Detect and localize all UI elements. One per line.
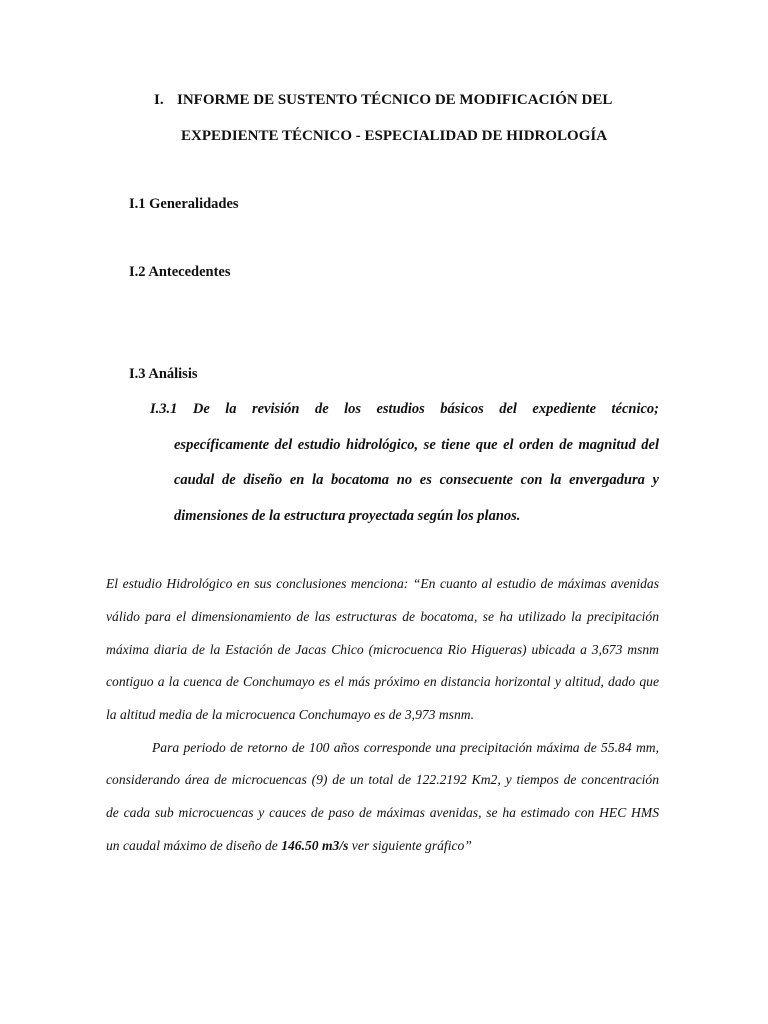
section-generalidades: I.1 Generalidades <box>129 196 239 212</box>
title-line-2: EXPEDIENTE TÉCNICO - ESPECIALIDAD DE HIDROLOGÍA <box>181 128 608 144</box>
paragraph1-line-1: El estudio Hidrológico en sus conclusiones menciona: “En cuanto al estudio de máximas avenidas <box>106 576 659 591</box>
title-line-1: INFORME DE SUSTENTO TÉCNICO DE MODIFICACIÓN DEL <box>177 92 613 108</box>
subsection-line-4: dimensiones de la estructura proyectada según los planos. <box>174 508 521 524</box>
paragraph2-line-1: Para periodo de retorno de 100 años corresponde una precipitación máxima de 55.84 mm, <box>152 740 659 755</box>
paragraph1-line-3: máxima diaria de la Estación de Jacas Chico (microcuenca Rio Higueras) ubicada a 3,673 msnm <box>106 642 659 657</box>
subsection-line-2: específicamente del estudio hidrológico, se tiene que el orden de magnitud del <box>174 437 659 453</box>
section-antecedentes: I.2 Antecedentes <box>129 264 231 280</box>
paragraph2-line-3: de cada sub microcuencas y cauces de paso de máximas avenidas, se ha estimado con HEC HMS <box>106 805 659 820</box>
paragraph1-line-2: válido para el dimensionamiento de las estructuras de bocatoma, se ha utilizado la precipitación <box>106 609 659 624</box>
section-analisis: I.3 Análisis <box>129 366 198 382</box>
paragraph1-line-4: contiguo a la cuenca de Conchumayo es el más próximo en distancia horizontal y altitud, dado que <box>106 674 659 689</box>
paragraph2-last-suffix: ver siguiente gráfico” <box>348 838 472 853</box>
paragraph2-line-4 <box>106 838 472 854</box>
subsection-line-1: I.3.1 De la revisión de los estudios básicos del expediente técnico; <box>150 401 659 417</box>
design-flow-value: 146.50 m3/s <box>281 838 349 853</box>
subsection-line-3: caudal de diseño en la bocatoma no es consecuente con la envergadura y <box>174 472 659 488</box>
paragraph2-last-prefix: un caudal máximo de diseño de <box>106 838 282 853</box>
paragraph1-line-5: la altitud media de la microcuenca Conchumayo es de 3,973 msnm. <box>106 707 474 722</box>
paragraph2-line-2: considerando área de microcuencas (9) de un total de 122.2192 Km2, y tiempos de concentración <box>106 772 659 787</box>
title-number: I. <box>154 92 164 108</box>
